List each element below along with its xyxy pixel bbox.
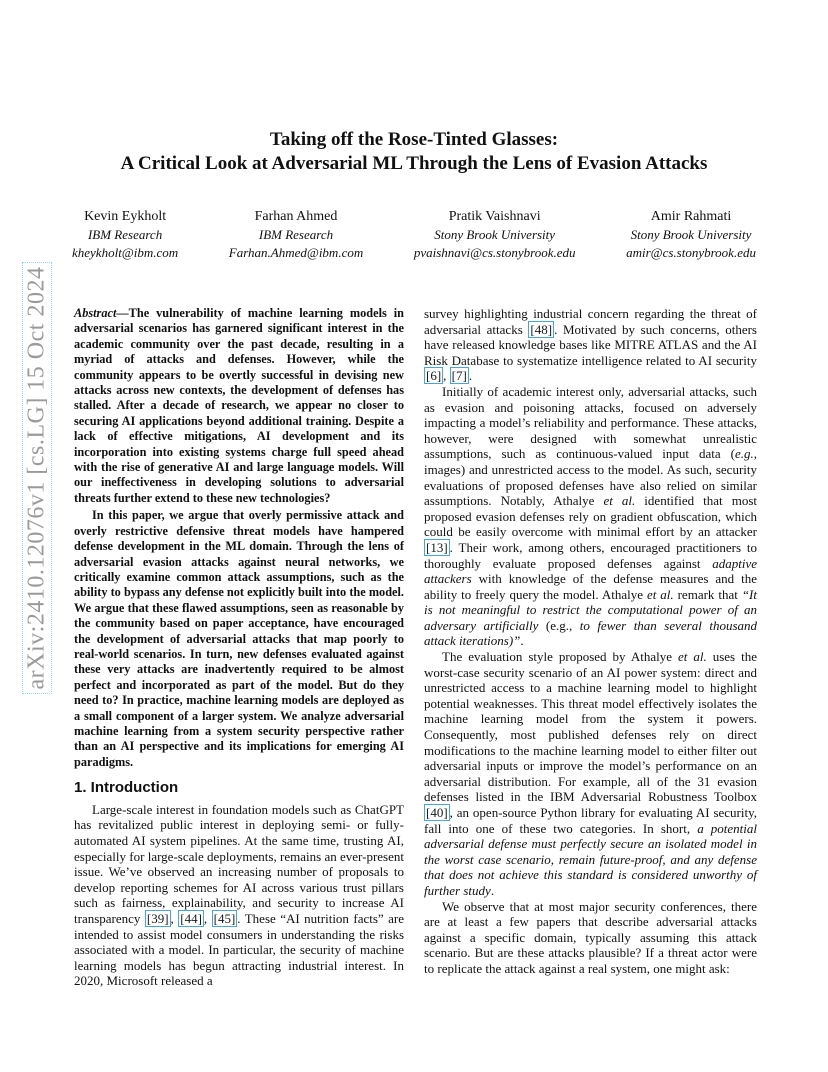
abstract-text-1: —The vulnerability of machine learning models in adversarial scenarios has garnered significant interest in the academic community over the past decade, resulting in a myriad of attacks and defenses. However, while the community appears to be overtly successful in devising new attacks across new contexts, the development of defenses has stalled. After a decade of research, we appear no closer to securing AI applications beyond additional training. Despite a lack of effective mitigations, AI development and its incorporation into existing systems charge full speed ahead with the rise of generative AI and large language models. Will our ineffectiveness in developing solutions to adversarial threats further extend to these new technologies? (74, 306, 404, 505)
right-column (424, 306, 757, 977)
body-text: The evaluation style proposed by Athalye (442, 649, 678, 665)
abstract-label: Abstract (74, 306, 117, 320)
citation-link[interactable]: [6] (426, 368, 442, 384)
author-email: pvaishnavi@cs.stonybrook.edu (413, 245, 576, 260)
intro-body (74, 802, 404, 989)
arxiv-stamp (22, 262, 52, 694)
author-name: Kevin Eykholt (84, 209, 167, 224)
body-text: . Their work, among others, encouraged practitioners to thoroughly evaluate proposed defenses against (424, 539, 757, 571)
citation-link[interactable]: [13] (426, 539, 448, 555)
citation-link[interactable]: [45] (213, 910, 236, 926)
author-email: kheykholt@ibm.com (72, 245, 179, 260)
body-text: . Motivated by such concerns, others have released knowledge bases like MITRE ATLAS and the AI Risk Database to systematize intelligence related to AI security (424, 321, 757, 368)
intro-text: Large-scale interest in foundation models such as ChatGPT has revitalized public interest in deploying semi- or fully-automated AI system pipelines. At the same time, trusting AI, especially for large-scale deployments, remains an ever-present issue. We’ve observed an increasing number of proposals to develop reporting schemes for AI across various trust pillars such as fairness, explainability, and security to increase AI transparency (74, 801, 404, 926)
intro-paragraph-1: Large-scale interest in foundation models such as ChatGPT has revitalized public interest in deploying semi- or fully-automated AI system pipelines. At the same time, trusting AI, especially for large-scale deployments, remains an ever-present issue. We’ve observed an increasing number of proposals to develop reporting schemes for AI across various trust pillars such as fairness, explainability, and security to increase AI transparency [39] , [44] , [45] . These “AI nutrition facts” are intended to assist model consumers in understanding the risks associated with a model. In particular, the security of machine learning models has begun attracting industrial interest. In 2020, Microsoft released a (74, 801, 405, 989)
author-block (72, 208, 756, 262)
citation-link[interactable]: [7] (451, 368, 467, 384)
quote-text: “It is not meaningful to restrict the computational power of an adversary artificially (424, 586, 757, 633)
right-paragraph-1: survey highlighting industrial concern regarding the threat of adversarial attacks [48] . Motivated by such concerns, others have released knowledge bases like MITRE ATLAS and the AI Risk Database to systematize intelligence related to AI security [6] , [7] . (424, 306, 757, 384)
title-line-2: A Critical Look at Adversarial ML Through the Lens of Evasion Attacks (120, 153, 708, 174)
body-text: survey highlighting industrial concern regarding the threat of adversarial attacks (424, 306, 757, 337)
body-text: et al. (646, 586, 674, 602)
citation-link[interactable]: [39] (146, 910, 169, 926)
abstract (74, 306, 404, 770)
author-email: amir@cs.stonybrook.edu (626, 245, 756, 260)
arxiv-identifier: arXiv:2410.12076v1 [cs.LG] 15 Oct 2024 (23, 266, 50, 690)
author-affiliation: IBM Research (258, 227, 334, 242)
intro-text: . These “AI nutrition facts” are intended to assist model consumers in understanding the risks associated with a model. In particular, the security of machine learning models has begun attracting industrial interest. In 2020, Microsoft released a (74, 910, 405, 989)
abstract-paragraph-2: In this paper, we argue that overly permissive attack and overly restrictive defensive threat models have hampered defense development in the ML domain. Through the lens of adversarial evasion attacks against neural networks, we critically examine common attack assumptions, such as the ability to bypass any defense not explicitly built into the model. We argue that these flawed assumptions, seen as reasonable by the community based on paper acceptance, have encouraged the development of adversarial attacks that map poorly to real-world scenarios. In turn, new defenses evaluated against these very attacks are inadvertently required to be almost perfect and incorporated as part of the model. But do they need to? In practice, machine learning models are deployed as a small component of a larger system. We analyze adversarial machine learning from a system security perspective rather than an AI perspective and its implications for emerging AI paradigms. (74, 508, 404, 769)
body-text: et al. (603, 493, 636, 509)
right-paragraph-2: Initially of academic interest only, adversarial attacks, such as evasion and poisoning attacks, focused on adversely impacting a model’s reliability and performance. These attacks, however, were designed with somewhat unrealistic assumptions, such as continuous-valued input data (e.g., images) and unrestricted access to the model. As such, security evaluations of proposed defenses have also relied on similar assumptions. Notably, Athalye et al. identified that most proposed evasion defenses rely on gradient obfuscation, which could be easily overcome with minimal effort by an attacker [13] . Their work, among others, encouraged practitioners to thoroughly evaluate proposed defenses against adaptive attackers with knowledge of the defense measures and the ability to freely query the model. Athalye et al. remark that “It is not meaningful to restrict the computational power of an adversary artificially (e.g., to fewer than several thousand attack iterations)”. (424, 383, 758, 649)
abstract-paragraph-1 (74, 306, 404, 506)
right-paragraph-4: We observe that at most major security conferences, there are at least a few papers that describe adversarial attacks against a specific domain, typically assuming this attack scenario. But are these attacks plausible? If a threat actor were to replicate the attack against a real system, one might ask: (424, 898, 757, 976)
body-text: et al. (677, 649, 707, 665)
author-2 (229, 208, 363, 262)
title-line-1: Taking off the Rose-Tinted Glasses: (269, 129, 559, 150)
author-4 (626, 208, 756, 262)
author-name: Amir Rahmati (650, 209, 732, 224)
author-3 (414, 208, 576, 262)
body-text: with knowledge of the defense measures and the ability to freely query the model. Athalye (424, 571, 757, 602)
left-column (74, 306, 404, 989)
author-name: Farhan Ahmed (254, 209, 338, 224)
paper-title (0, 128, 828, 176)
body-text: Initially of academic interest only, adversarial attacks, such as evasion and poisoning attacks, focused on adversely impacting a model’s reliability and performance. These attacks, however, were designed with somewhat unrealistic assumptions, such as continuous-valued input data ( (424, 383, 757, 462)
author-affiliation: IBM Research (87, 227, 163, 242)
right-paragraph-3: The evaluation style proposed by Athalye et al. uses the worst-case security scenario of an AI power system: direct and unrestricted access to a machine learning model to highlight potential weaknesses. This threat model effectively isolates the machine learning model from the system it powers. Consequently, most published defenses rely on direct modifications to the machine learning model to either filter out adversarial inputs or improve the model’s performance on an adversarial distribution. For example, all of the 31 evasion defenses listed in the IBM Adversarial Robustness Toolbox [40] , an open-source Python library for evaluating AI security, fall into one of these two categories. In short, a potential adversarial defense must perfectly secure an isolated model in the worst case scenario, remain future-proof, and any defense that does not achieve this standard is considered unworthy of further study. (424, 649, 757, 898)
body-text: remark that (673, 586, 742, 602)
body-text: identified that most proposed evasion defenses rely on gradient obfuscation, which could be easily overcome with minimal effort by an attacker (424, 493, 758, 540)
author-email: Farhan.Ahmed@ibm.com (228, 245, 364, 260)
body-text: , images) and unrestricted access to the model. As such, security evaluations of proposed defenses have also relied on similar assumptions. Notably, Athalye (424, 446, 757, 509)
body-text: adaptive attackers (424, 555, 757, 587)
author-affiliation: Stony Brook University (630, 227, 752, 242)
body-text: e.g. (734, 446, 754, 462)
author-1 (72, 208, 178, 262)
author-name: Pratik Vaishnavi (448, 209, 541, 224)
body-text: , an open-source Python library for evaluating AI security, fall into one of these two categories. In short, (424, 805, 757, 836)
body-text: a potential adversarial defense must perfectly secure an isolated model in the worst case scenario, remain future-proof, and any defense that does not achieve this standard is considered unworthy of further study (424, 820, 757, 898)
body-text: (e.g., (538, 617, 580, 633)
citation-link[interactable]: [48] (530, 321, 553, 337)
section-heading-introduction: 1. Introduction (74, 779, 179, 797)
author-affiliation: Stony Brook University (434, 227, 556, 242)
citation-link[interactable]: [40] (426, 805, 448, 820)
citation-link[interactable]: [44] (180, 910, 202, 926)
body-text: uses the worst-case security scenario of an AI power system: direct and unrestricted access to a machine learning model to highlight potential weaknesses. This threat model effectively isolates the machine learning model from the system it powers. Consequently, most published defenses rely on direct modifications to the machine learning model to either filter out adversarial inputs or improve the model’s performance on an adversarial distribution. For example, all of the 31 evasion defenses listed in the IBM Adversarial Robustness Toolbox (424, 649, 757, 805)
quote-text: to fewer than several thousand attack iterations)” (424, 617, 757, 649)
